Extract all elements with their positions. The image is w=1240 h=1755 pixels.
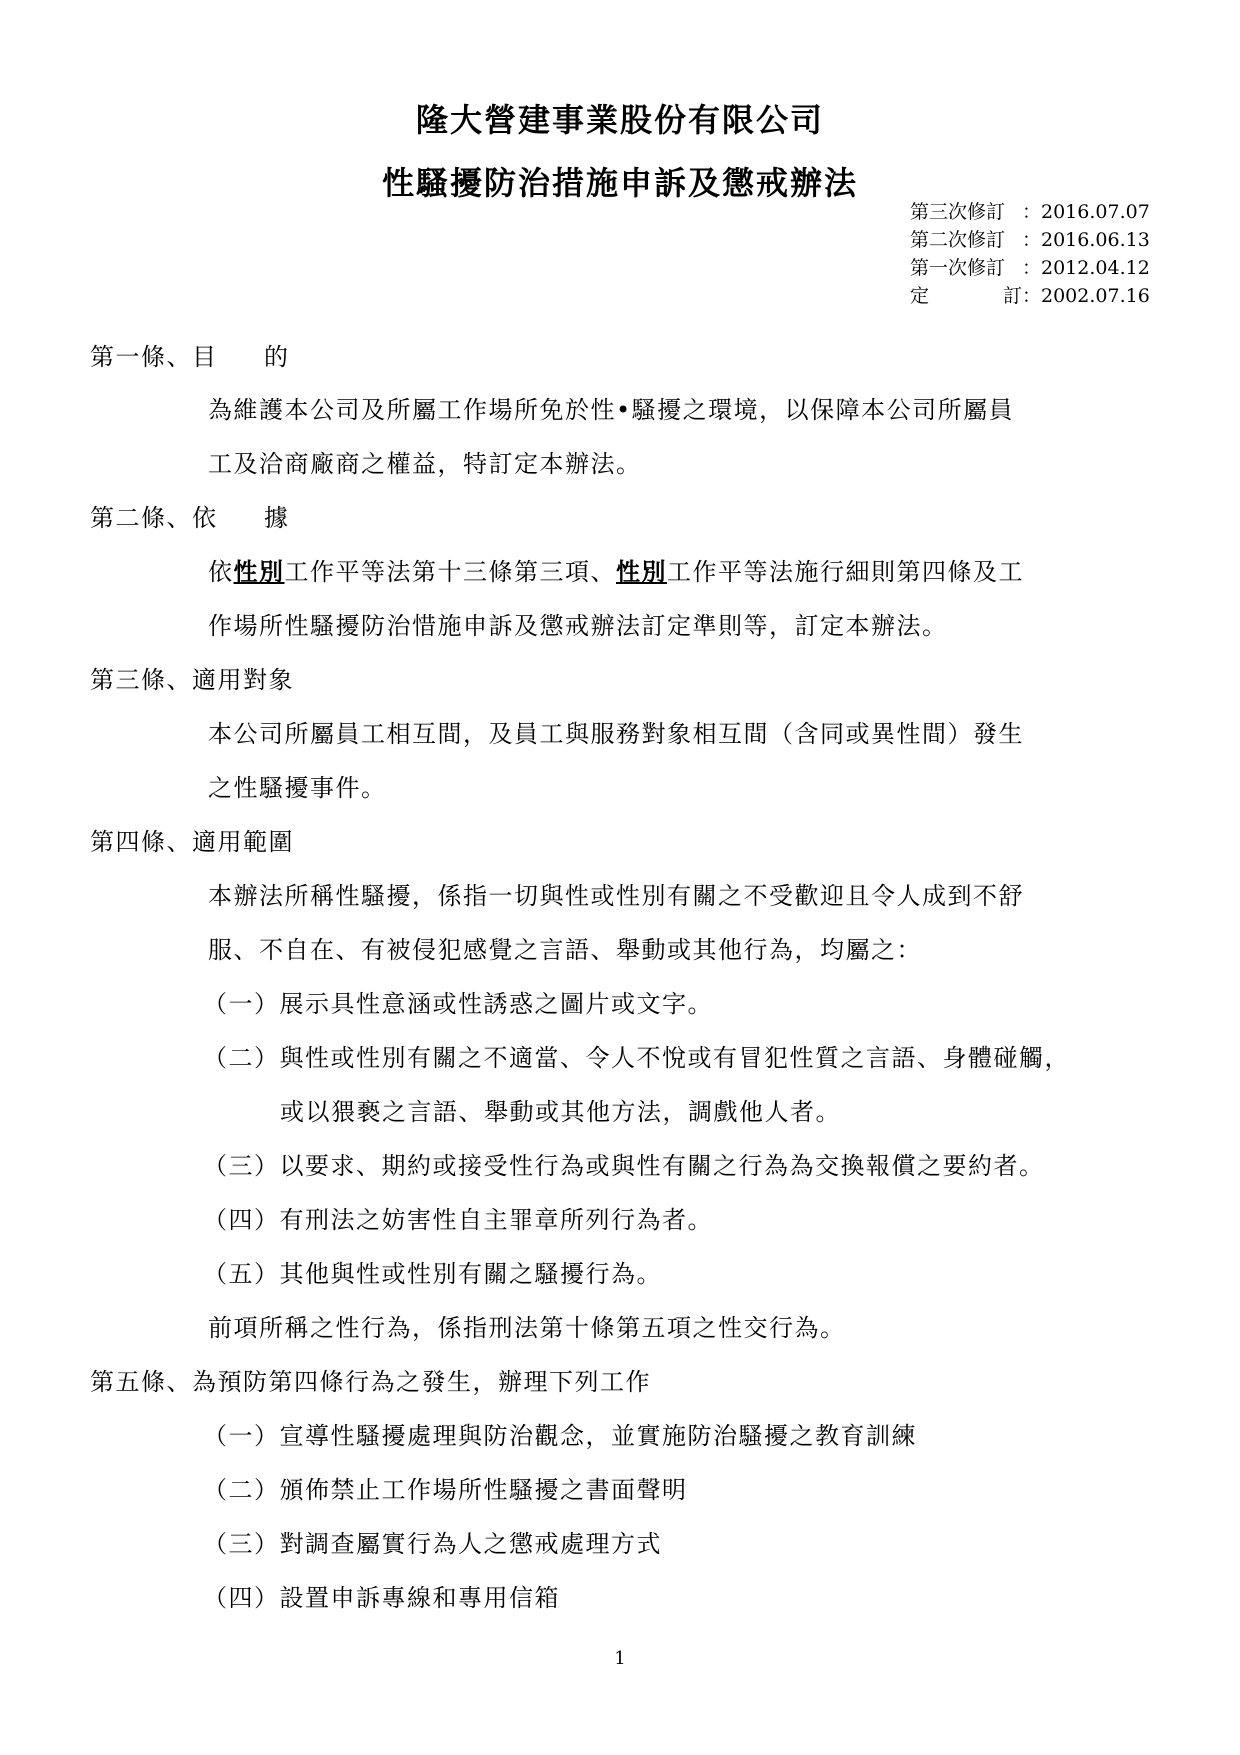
article-number: 第二條、 [90, 504, 192, 532]
page-number: 1 [614, 1648, 626, 1669]
underlined-term: 性別 [233, 557, 285, 586]
revision-label-part: 訂 [1002, 285, 1022, 307]
article-3-heading: 第三條、適用對象 [90, 666, 294, 694]
article-2-text [208, 552, 1024, 587]
text-run: 依 [208, 558, 234, 586]
article-4-note: 前項所稱之性行為，係指刑法第十條第五項之性交行為。 [208, 1314, 846, 1342]
revision-date: ：2016.07.07 [1022, 201, 1150, 223]
article-3-text: 之性騷擾事件。 [208, 774, 387, 802]
text-run: 工作平等法第十三條第三項、 [284, 558, 616, 586]
article-4-text: 服、不自在、有被侵犯感覺之言語、舉動或其他行為，均屬之： [208, 936, 922, 964]
revision-label-part: 定 [910, 285, 930, 307]
list-item: （二）頒佈禁止工作場所性騷擾之書面聲明 [203, 1476, 688, 1504]
article-title: 依據 [192, 504, 336, 532]
revision-date: ：2002.07.16 [1022, 285, 1150, 307]
revision-date: ：2016.06.13 [1022, 229, 1150, 251]
revision-entry [910, 254, 1160, 282]
revision-label: 第二次修訂 [910, 229, 1006, 251]
list-item: （一）宣導性騷擾處理與防治觀念，並實施防治騷擾之教育訓練 [203, 1422, 917, 1450]
revision-history [910, 198, 1160, 310]
list-item-continuation: 或以猥褻之言語、舉動或其他方法，調戲他人者。 [280, 1098, 841, 1126]
revision-label [910, 282, 1022, 310]
revision-entry [910, 282, 1160, 310]
text-run: 工作平等法施行細則第四條及工 [667, 558, 1024, 586]
article-number: 第一條、 [90, 343, 192, 371]
article-1-text: 工及洽商廠商之權益，特訂定本辦法。 [208, 450, 642, 478]
article-1-heading [90, 337, 336, 372]
list-item: （三）以要求、期約或接受性行為或與性有關之行為為交換報償之要約者。 [203, 1152, 1045, 1180]
revision-label: 第一次修訂 [910, 257, 1006, 279]
list-item: （四）有刑法之妨害性自主罪章所列行為者。 [203, 1206, 713, 1234]
article-4-heading: 第四條、適用範圍 [90, 828, 294, 856]
underlined-term: 性別 [616, 557, 667, 586]
article-5-heading: 第五條、為預防第四條行為之發生，辦理下列工作 [90, 1368, 651, 1396]
article-1-text: 為維護本公司及所屬工作場所免於性•騷擾之環境，以保障本公司所屬員 [208, 396, 1015, 424]
list-item: （四）設置申訴專線和專用信箱 [203, 1584, 560, 1612]
article-title: 目的 [192, 343, 336, 371]
list-item: （三）對調查屬實行為人之懲戒處理方式 [203, 1530, 662, 1558]
list-item: （二）與性或性別有關之不適當、令人不悅或有冒犯性質之言語、身體碰觸， [203, 1044, 1070, 1072]
article-4-text: 本辦法所稱性騷擾，係指一切與性或性別有關之不受歡迎且令人成到不舒 [208, 882, 1024, 910]
article-2-heading [90, 498, 336, 533]
revision-entry [910, 198, 1160, 226]
list-item: （一）展示具性意涵或性誘惑之圖片或文字。 [203, 990, 713, 1018]
company-name: 隆大營建事業股份有限公司 [415, 101, 824, 139]
article-3-text: 本公司所屬員工相互間，及員工與服務對象相互間（含同或異性間）發生 [208, 720, 1024, 748]
article-2-text: 作場所性騷擾防治惜施申訴及懲戒辦法訂定準則等，訂定本辦法。 [208, 612, 948, 640]
revision-entry [910, 226, 1160, 254]
document-title: 性騷擾防治措施申訴及懲戒辦法 [381, 164, 858, 202]
revision-date: ：2012.04.12 [1022, 257, 1150, 279]
revision-label: 第三次修訂 [910, 201, 1006, 223]
list-item: （五）其他與性或性別有關之騷擾行為。 [203, 1260, 662, 1288]
